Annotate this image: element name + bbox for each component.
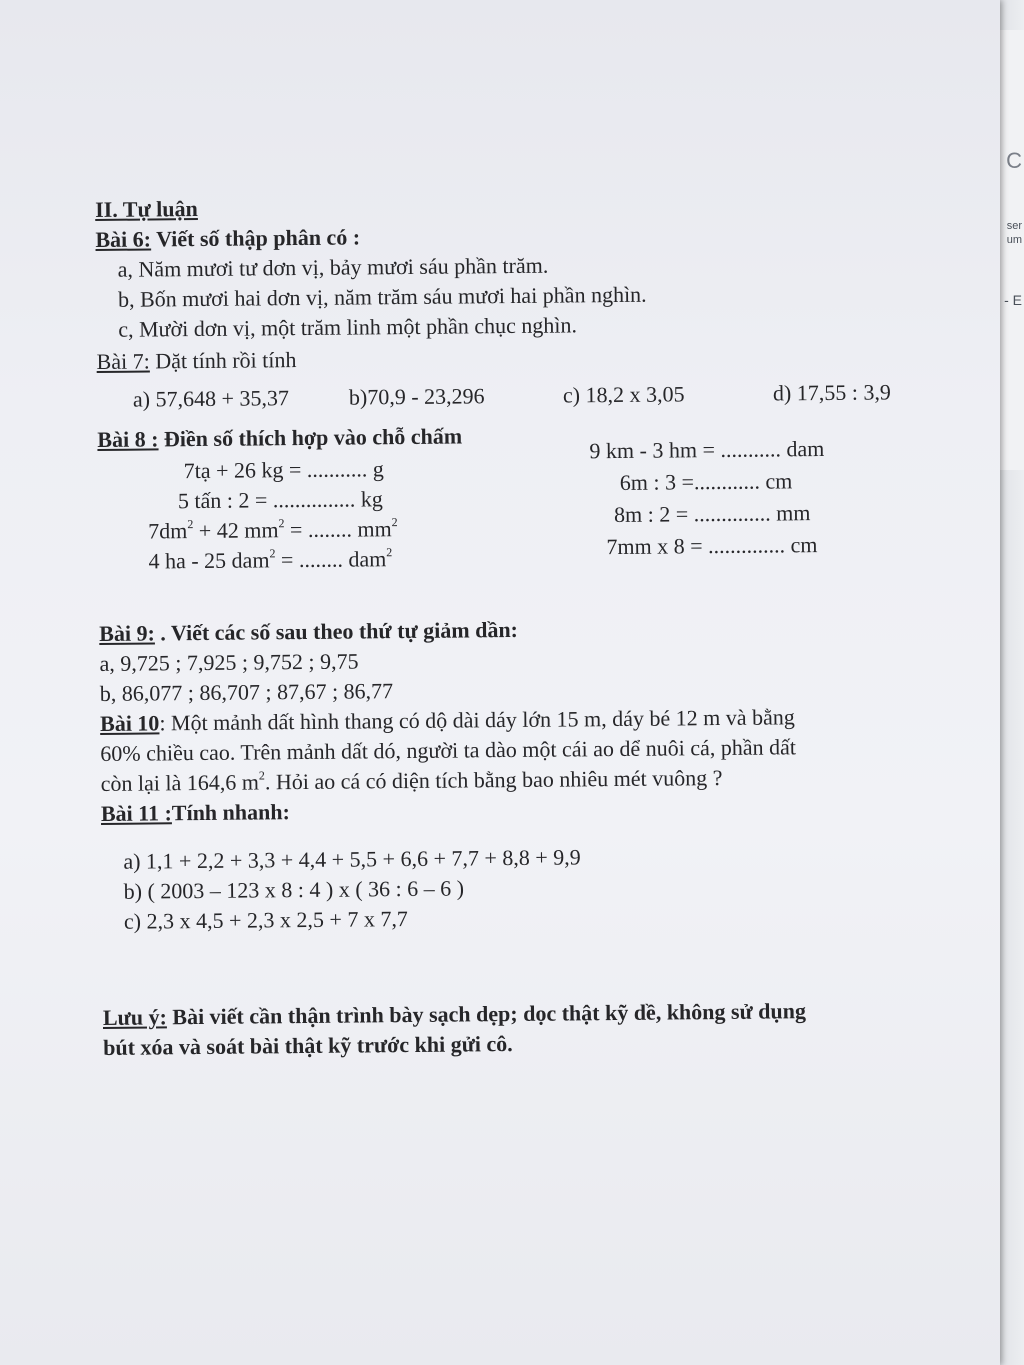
- bai8-right-2-unit: cm: [759, 468, 793, 494]
- bai8-left-4-unit: dam: [342, 546, 387, 572]
- note-line-2: bút xóa và soát bài thật kỹ trước khi gửi cô.: [103, 1031, 513, 1060]
- bai11-title: Tính nhanh:: [171, 799, 290, 826]
- bai7-title: Dặt tính rồi tính: [149, 347, 297, 374]
- bai8-label: Bài 8 :: [97, 426, 159, 452]
- bai8-left-2-unit: kg: [355, 486, 383, 512]
- bai8-left-4-blank: ........: [298, 546, 344, 573]
- bai8-right-2: [620, 466, 793, 498]
- bai11-item-b: b) ( 2003 – 123 x 8 : 4 ) x ( 36 : 6 – 6 ): [123, 875, 465, 904]
- bai10-text-1: : Một mảnh dất hình thang có dộ dài dáy lớn 15 m, dáy bé 12 m và bằng: [159, 704, 795, 736]
- bai8-left-4: [148, 544, 392, 576]
- bai7-label: Bài 7:: [96, 348, 150, 374]
- monitor-text-2: um: [1006, 234, 1022, 246]
- monitor-text-1: ser: [1006, 220, 1022, 232]
- bai7-item-a: a) 57,648 + 35,37: [132, 385, 290, 412]
- bai11-label: Bài 11 :: [100, 800, 172, 826]
- superscript-2: 2: [258, 768, 265, 783]
- superscript-2: 2: [386, 545, 393, 560]
- bai7-item-c: c) 18,2 x 3,05: [562, 381, 685, 408]
- bai8-left-3: [148, 514, 398, 546]
- note-label: Lưu ý:: [102, 1004, 167, 1030]
- superscript-2: 2: [269, 546, 276, 561]
- bai7-item-d: d) 17,55 : 3,9: [772, 379, 891, 406]
- bai10-line-2: 60% chiều cao. Trên mảnh dất dó, người ta dào một cái ao dể nuôi cá, phần dất: [100, 734, 797, 766]
- superscript-2: 2: [391, 515, 398, 530]
- bai8-left-3-expr2: + 42 mm: [193, 517, 279, 544]
- bai8-left-3-blank: ........: [307, 516, 353, 542]
- monitor-text-3: - E: [1004, 292, 1022, 308]
- bai7-item-b: b)70,9 - 23,296: [348, 383, 485, 410]
- spacer: [102, 929, 983, 1003]
- bai6-label: Bài 6:: [95, 226, 152, 252]
- bai8-left-4-eq: =: [275, 547, 300, 573]
- bai8-left-2: [178, 484, 383, 516]
- bai8-left-1-unit: g: [367, 456, 384, 482]
- bai8-right-1: [589, 434, 824, 466]
- bai8-right-3: [614, 498, 811, 530]
- bai7-heading: [96, 339, 976, 377]
- bai8-left-3-expr: 7dm: [148, 518, 188, 544]
- bai8-right-1-unit: dam: [780, 436, 825, 462]
- bai8-left-2-blank: ...............: [272, 486, 356, 513]
- bai8-left-3-unit: mm: [351, 516, 392, 542]
- bai8-right-3-unit: mm: [770, 500, 811, 526]
- bai6-title: Viết số thập phân có :: [150, 224, 361, 252]
- bai10-text-3: còn lại là 164,6 m: [100, 769, 260, 796]
- superscript-2: 2: [187, 517, 194, 532]
- bai8-right-4-blank: ..............: [707, 532, 786, 559]
- exam-content: [95, 187, 983, 1063]
- bai8-left-2-expr: 5 tấn : 2 =: [177, 487, 273, 514]
- monitor-text-4: C: [1006, 148, 1022, 173]
- bai11-item-a: a) 1,1 + 2,2 + 3,3 + 4,4 + 5,5 + 6,6 + 7,7 + 8,8 + 9,9: [123, 844, 581, 874]
- bai7-items: [97, 377, 977, 419]
- bai8-left-1-blank: ...........: [306, 456, 368, 482]
- bai6-item-c: c, Mười dơn vị, một trăm linh một phần chục nghìn.: [118, 312, 578, 342]
- bai8-right-1-expr: 9 km - 3 hm =: [589, 437, 721, 464]
- bai8-right-4-expr: 7mm x 8 =: [606, 533, 709, 560]
- bai8-right-2-expr: 6m : 3 =: [619, 469, 695, 495]
- bai10-tail: . Hỏi ao cá có diện tích bằng bao nhiêu mét vuông ?: [264, 765, 723, 795]
- bai11-item-c: c) 2,3 x 4,5 + 2,3 x 2,5 + 7 x 7,7: [123, 906, 408, 934]
- bai9-label: Bài 9:: [99, 620, 155, 646]
- bai8-left-3-eq: =: [284, 516, 309, 543]
- bai8-right-1-blank: ...........: [720, 436, 782, 463]
- bai6-item-b: b, Bốn mươi hai dơn vị, năm trăm sáu mươi hai phần nghìn.: [117, 281, 647, 312]
- bai8-left-1-expr: 7tạ + 26 kg =: [183, 456, 307, 484]
- bai8-right-3-expr: 8m : 2 =: [613, 501, 694, 528]
- bai8-left-4-expr: 4 ha - 25 dam: [148, 547, 270, 574]
- note-text-1: Bài viết cần thận trình bày sạch dẹp; dọc thật kỹ dề, không sử dụng: [166, 998, 807, 1030]
- bai6-item-a: a, Năm mươi tư dơn vị, bảy mươi sáu phần trăm.: [117, 252, 549, 282]
- bai8-right-4: [606, 530, 817, 562]
- bai9-item-a: a, 9,725 ; 7,925 ; 9,752 ; 9,75: [99, 648, 359, 676]
- bai8-title: Điền số thích hợp vào chỗ chấm: [158, 423, 463, 452]
- bai9-item-b: b, 86,077 ; 86,707 ; 87,67 ; 86,77: [99, 678, 394, 706]
- section-title: II. Tự luận: [95, 196, 198, 222]
- bai8-right-2-blank: ............: [693, 468, 761, 495]
- bai10-label: Bài 10: [99, 710, 160, 736]
- bai9-title: . Viết các số sau theo thứ tự giảm dần:: [154, 616, 519, 646]
- bai8-right-3-blank: ..............: [693, 500, 771, 527]
- bai8-left-1: [184, 454, 384, 486]
- superscript-2: 2: [278, 516, 285, 531]
- bai8-right-4-unit: cm: [784, 532, 818, 558]
